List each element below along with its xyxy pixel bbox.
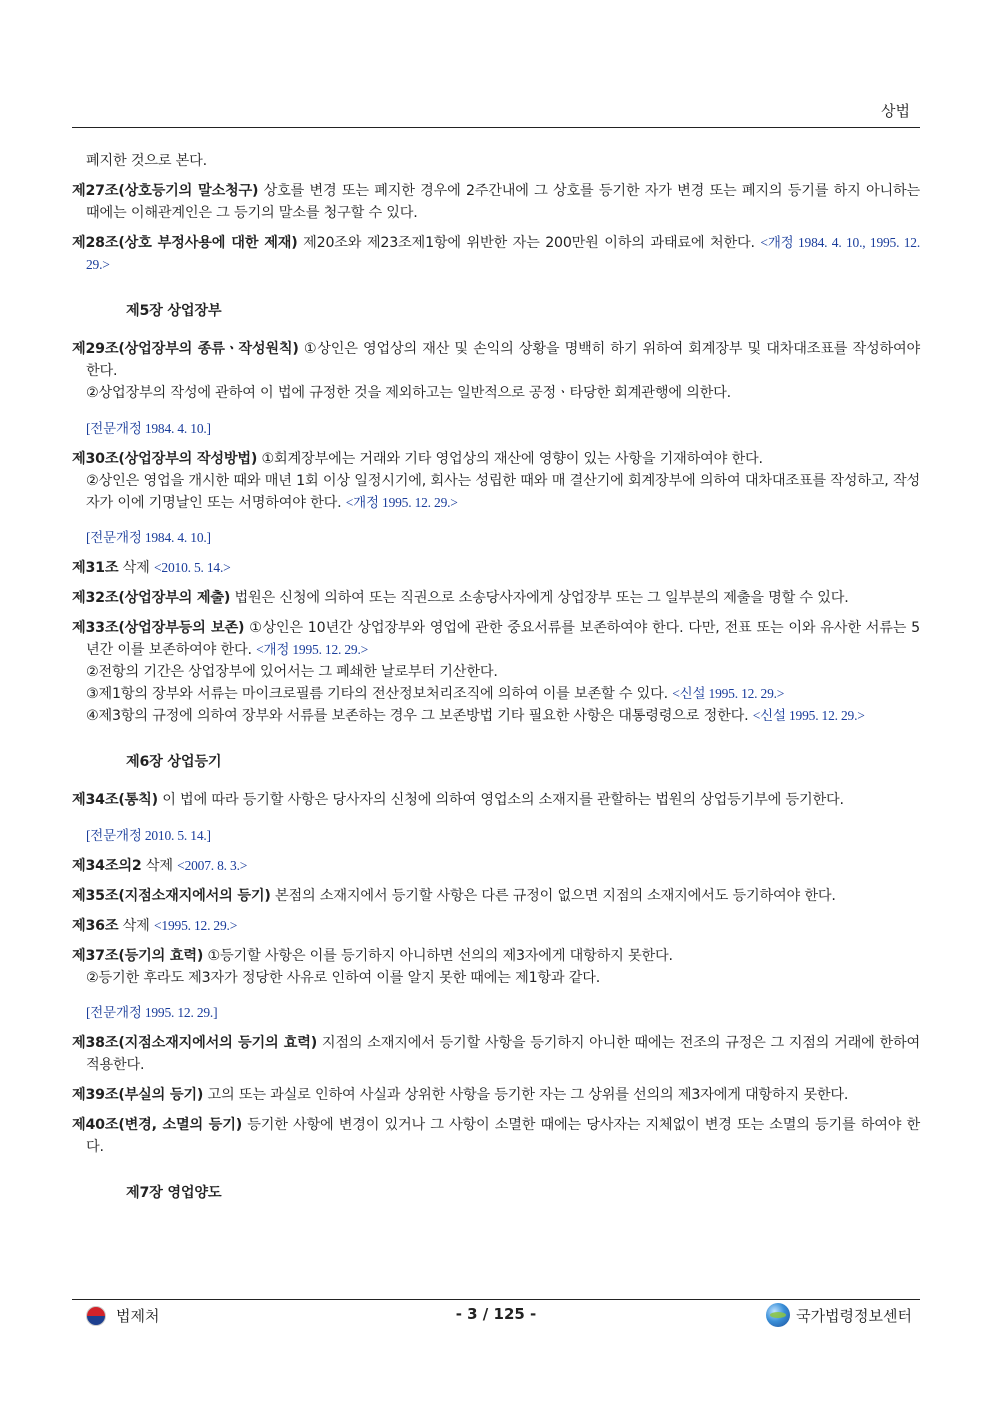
paragraph: 폐지한 것으로 본다. [86, 153, 207, 169]
article-heading: 제34조의2 [72, 857, 142, 874]
article-35: 제35조(지점소재지에서의 등기) 본점의 소재지에서 등기할 사항은 다른 규정이 없으면 지점의 소재지에서도 등기하여야 한다. [72, 887, 836, 904]
article-heading: 제39조(부실의 등기) [72, 1087, 204, 1103]
revision-note: [전문개정 1995. 12. 29.] [86, 1005, 218, 1020]
chapter-heading: 제7장 영업양도 [126, 1185, 222, 1201]
footer-divider [72, 1299, 920, 1300]
footer-site: 국가법령정보센터 [796, 1306, 912, 1325]
article-33: 제33조(상업장부등의 보존) ①상인은 10년간 상업장부와 영업에 관한 중요서류를 보존하여야 한다. 다만, 전표 또는 이와 유사한 서류는 5년간 이를 보존하여야 한다. <개정 1995. 12. 29.> [72, 620, 920, 658]
article-heading: 제38조(지점소재지에서의 등기의 효력) [72, 1035, 318, 1051]
article-clause: ④제3항의 규정에 의하여 장부와 서류를 보존하는 경우 그 보존방법 기타 필요한 사항은 대통령령으로 정한다. <신설 1995. 12. 29.> [86, 708, 865, 724]
amendment-note: <개정 1995. 12. 29.> [345, 494, 458, 510]
footer-right [766, 1303, 912, 1327]
header-divider [72, 127, 920, 128]
article-39: 제39조(부실의 등기) 고의 또는 과실로 인하여 사실과 상위한 사항을 등기한 자는 그 상위를 선의의 제3자에게 대항하지 못한다. [72, 1087, 849, 1103]
page-header-title: 상법 [881, 102, 910, 120]
article-heading: 제37조(등기의 효력) [72, 947, 204, 964]
article-30: 제30조(상업장부의 작성방법) ①회계장부에는 거래와 기타 영업상의 재산에 영향이 있는 사항을 기재하여야 한다. [72, 450, 763, 467]
article-heading: 제31조 [72, 560, 119, 576]
chapter-heading: 제6장 상업등기 [126, 754, 222, 770]
revision-note: [전문개정 1984. 4. 10.] [86, 530, 211, 545]
amendment-note: <개정 1984. 4. 10., 1995. 12. 29.> [86, 235, 920, 272]
chapter-heading: 제5장 상업장부 [126, 303, 222, 319]
article-heading: 제36조 [72, 917, 119, 934]
revision-note: [전문개정 2010. 5. 14.] [86, 827, 211, 843]
article-27: 제27조(상호등기의 말소청구) 상호를 변경 또는 폐지한 경우에 2주간내에 그 상호를 등기한 자가 변경 또는 폐지의 등기를 하지 아니하는 때에는 이해관계인은 그 등기의 말소를 청구할 수 있다. [72, 183, 920, 221]
article-34: 제34조(통칙) 이 법에 따라 등기할 사항은 당사자의 신청에 의하여 영업소의 소재지를 관할하는 법원의 상업등기부에 등기한다. [72, 792, 844, 808]
article-heading: 제29조(상업장부의 종류ㆍ작성원칙) [72, 341, 299, 357]
revision-note: [전문개정 1984. 4. 10.] [86, 420, 211, 436]
article-heading: 제28조(상호 부정사용에 대한 제재) [72, 235, 298, 251]
article-heading: 제34조(통칙) [72, 792, 158, 808]
article-34-2: 제34조의2 삭제 <2007. 8. 3.> [72, 857, 248, 874]
article-37: 제37조(등기의 효력) ①등기할 사항은 이를 등기하지 아니하면 선의의 제3자에게 대항하지 못한다. [72, 947, 673, 964]
article-heading: 제30조(상업장부의 작성방법) [72, 450, 258, 467]
amendment-note: <개정 1995. 12. 29.> [256, 642, 369, 657]
globe-logo-icon [766, 1303, 790, 1327]
amendment-note: <신설 1995. 12. 29.> [752, 708, 865, 723]
article-40: 제40조(변경, 소멸의 등기) 등기한 사항에 변경이 있거나 그 사항이 소멸한 때에는 당사자는 지체없이 변경 또는 소멸의 등기를 하여야 한다. [72, 1117, 920, 1155]
article-28: 제28조(상호 부정사용에 대한 제재) 제20조와 제23조제1항에 위반한 자는 200만원 이하의 과태료에 처한다. <개정 1984. 4. 10., 1995. 12. 29.> [72, 235, 920, 272]
article-clause: ②상업장부의 작성에 관하여 이 법에 규정한 것을 제외하고는 일반적으로 공정ㆍ타당한 회계관행에 의한다. [86, 385, 731, 401]
article-31: 제31조 삭제 <2010. 5. 14.> [72, 560, 231, 576]
amendment-note: <2010. 5. 14.> [154, 560, 231, 575]
amendment-note: <신설 1995. 12. 29.> [672, 686, 785, 701]
page-footer [72, 1305, 920, 1331]
page-number: - 3 / 125 - [455, 1305, 537, 1323]
article-heading: 제27조(상호등기의 말소청구) [72, 183, 259, 199]
article-38: 제38조(지점소재지에서의 등기의 효력) 지점의 소재지에서 등기할 사항을 등기하지 아니한 때에는 전조의 규정은 그 지점의 거래에 한하여 적용한다. [72, 1035, 920, 1073]
article-clause: ②전항의 기간은 상업장부에 있어서는 그 폐쇄한 날로부터 기산한다. [86, 664, 498, 680]
article-clause: ③제1항의 장부와 서류는 마이크로필름 기타의 전산정보처리조직에 의하여 이를 보존할 수 있다. <신설 1995. 12. 29.> [86, 686, 785, 702]
document-body [72, 150, 920, 1220]
article-32: 제32조(상업장부의 제출) 법원은 신청에 의하여 또는 직권으로 소송당사자에게 상업장부 또는 그 일부분의 제출을 명할 수 있다. [72, 590, 849, 606]
article-heading: 제35조(지점소재지에서의 등기) [72, 887, 271, 904]
article-29: 제29조(상업장부의 종류ㆍ작성원칙) ①상인은 영업상의 재산 및 손익의 상황을 명백히 하기 위하여 회계장부 및 대차대조표를 작성하여야 한다. [72, 341, 920, 379]
amendment-note: <2007. 8. 3.> [177, 857, 248, 873]
article-clause: ②등기한 후라도 제3자가 정당한 사유로 인하여 이를 알지 못한 때에는 제1항과 같다. [86, 969, 601, 986]
amendment-note: <1995. 12. 29.> [154, 917, 238, 933]
article-clause: ②상인은 영업을 개시한 때와 매년 1회 이상 일정시기에, 회사는 성립한 때와 매 결산기에 회계장부에 의하여 대차대조표를 작성하고, 작성자가 이에 기명날인 또는 서명하여야 한다. <개정 1995. 12. 29.> [86, 472, 920, 511]
article-heading: 제40조(변경, 소멸의 등기) [72, 1117, 242, 1133]
footer-agency: 법제처 [116, 1307, 160, 1325]
article-heading: 제33조(상업장부등의 보존) [72, 620, 245, 636]
article-36: 제36조 삭제 <1995. 12. 29.> [72, 917, 238, 934]
article-heading: 제32조(상업장부의 제출) [72, 590, 231, 606]
